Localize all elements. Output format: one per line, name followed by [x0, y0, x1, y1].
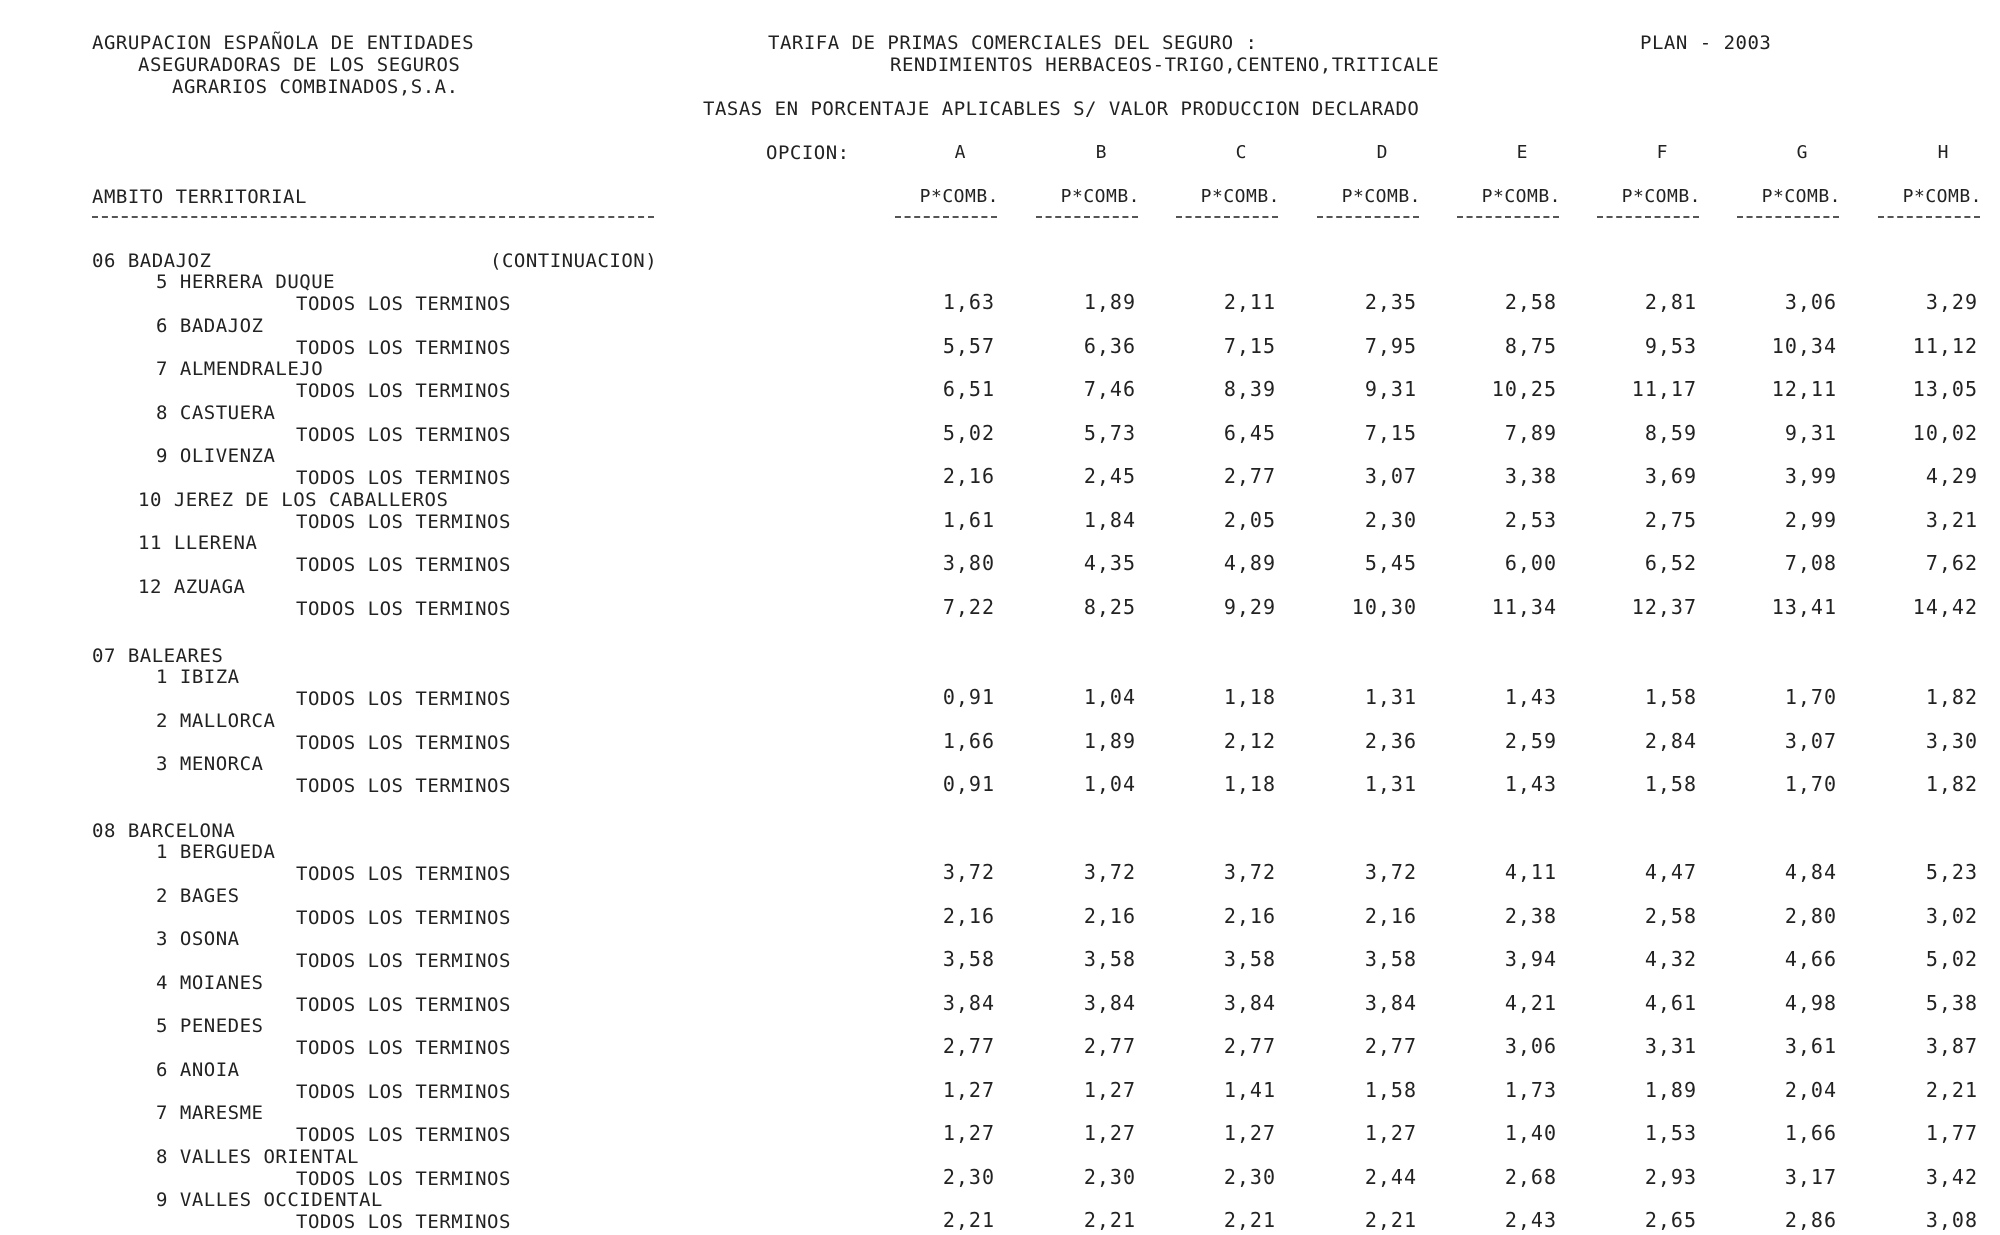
rate-cell-h: 5,23: [1925, 860, 1978, 884]
rate-cell-c: 2,11: [1223, 290, 1276, 314]
rate-cell-b: 1,89: [1083, 728, 1136, 753]
plan-label: PLAN - 2003: [1640, 32, 1772, 54]
region-label: 11 LLERENA: [138, 532, 258, 554]
rate-cell-c: 1,18: [1223, 685, 1276, 709]
rate-cell-h: 3,21: [1925, 507, 1978, 532]
rate-cell-e: 1,40: [1504, 1121, 1557, 1145]
rate-cell-a: 1,61: [942, 507, 995, 532]
column-rule-d: [1317, 216, 1419, 218]
rate-cell-g: 2,99: [1784, 507, 1837, 532]
column-header-e: P*COMB.: [1481, 186, 1561, 207]
rate-cell-d: 3,72: [1364, 860, 1417, 884]
rate-cell-g: 1,70: [1784, 772, 1837, 796]
section-label: 07 BALEARES: [92, 645, 224, 667]
region-label: 4 MOIANES: [156, 971, 264, 994]
rate-cell-e: 3,38: [1504, 464, 1557, 488]
rate-cell-b: 1,04: [1083, 685, 1136, 709]
ambito-header: AMBITO TERRITORIAL: [92, 186, 307, 208]
rate-cell-d: 2,44: [1364, 1164, 1417, 1189]
org-name-line1: AGRUPACION ESPAÑOLA DE ENTIDADES: [92, 32, 475, 54]
rate-cell-f: 2,75: [1644, 507, 1697, 532]
terms-label: TODOS LOS TERMINOS: [296, 950, 511, 972]
column-header-h: P*COMB.: [1902, 186, 1982, 207]
tariff-title: TARIFA DE PRIMAS COMERCIALES DEL SEGURO :: [768, 32, 1258, 54]
column-header-c: P*COMB.: [1200, 186, 1280, 207]
rate-cell-h: 11,12: [1912, 333, 1978, 358]
rate-cell-f: 9,53: [1644, 333, 1697, 358]
rate-cell-g: 3,07: [1784, 728, 1837, 753]
rate-cell-c: 2,77: [1223, 464, 1276, 488]
rate-cell-c: 3,58: [1223, 947, 1276, 971]
terms-label: TODOS LOS TERMINOS: [296, 863, 511, 885]
rate-cell-d: 7,15: [1364, 420, 1417, 445]
rate-cell-d: 2,30: [1364, 507, 1417, 532]
rate-cell-b: 3,72: [1083, 860, 1136, 884]
rate-cell-d: 2,21: [1364, 1208, 1417, 1232]
rate-cell-f: 2,84: [1644, 728, 1697, 753]
rate-cell-e: 7,89: [1504, 420, 1557, 445]
rate-cell-f: 6,52: [1644, 551, 1697, 575]
rate-cell-a: 5,02: [942, 420, 995, 445]
section-label: 06 BADAJOZ: [92, 250, 212, 272]
rate-cell-c: 2,16: [1223, 903, 1276, 928]
rate-cell-h: 1,77: [1925, 1121, 1978, 1145]
rate-cell-d: 1,31: [1364, 685, 1417, 709]
rate-cell-d: 9,31: [1364, 377, 1417, 401]
option-letter-e: E: [1516, 142, 1528, 163]
rate-cell-h: 3,87: [1925, 1034, 1978, 1058]
rate-cell-e: 2,58: [1504, 290, 1557, 314]
rate-cell-e: 1,43: [1504, 685, 1557, 709]
rate-cell-h: 4,29: [1925, 464, 1978, 488]
rate-cell-e: 4,11: [1504, 860, 1557, 884]
rate-cell-a: 2,16: [942, 464, 995, 488]
rate-cell-e: 2,43: [1504, 1208, 1557, 1232]
option-letter-c: C: [1235, 142, 1247, 163]
rate-cell-e: 1,73: [1504, 1077, 1557, 1102]
rate-cell-b: 7,46: [1083, 377, 1136, 401]
rate-cell-c: 1,18: [1223, 772, 1276, 796]
rate-cell-e: 4,21: [1504, 990, 1557, 1015]
rate-cell-g: 3,61: [1784, 1034, 1837, 1058]
rate-cell-h: 7,62: [1925, 551, 1978, 575]
rate-cell-b: 8,25: [1083, 594, 1136, 619]
column-rule-c: [1176, 216, 1278, 218]
rate-cell-h: 13,05: [1912, 377, 1978, 401]
rate-cell-d: 3,07: [1364, 464, 1417, 488]
terms-label: TODOS LOS TERMINOS: [296, 510, 511, 533]
rate-cell-a: 3,84: [942, 990, 995, 1015]
rate-cell-g: 4,66: [1784, 947, 1837, 971]
region-label: 6 ANOIA: [156, 1058, 240, 1081]
rate-cell-h: 10,02: [1912, 420, 1978, 445]
rate-cell-c: 2,77: [1223, 1034, 1276, 1058]
rate-cell-c: 3,84: [1223, 990, 1276, 1015]
rate-cell-f: 1,53: [1644, 1121, 1697, 1145]
region-label: 8 VALLES ORIENTAL: [156, 1145, 359, 1168]
rate-cell-f: 4,32: [1644, 947, 1697, 971]
org-name-line2: ASEGURADORAS DE LOS SEGUROS: [138, 54, 461, 76]
option-letter-d: D: [1376, 142, 1388, 163]
terms-label: TODOS LOS TERMINOS: [296, 1167, 511, 1190]
column-rule-g: [1737, 216, 1839, 218]
terms-label: TODOS LOS TERMINOS: [296, 688, 511, 710]
rates-note: TASAS EN PORCENTAJE APLICABLES S/ VALOR PRODUCCION DECLARADO: [703, 98, 1420, 120]
region-label: 3 OSONA: [156, 928, 240, 950]
rate-cell-a: 2,21: [942, 1208, 995, 1232]
rate-cell-c: 2,05: [1223, 507, 1276, 532]
region-label: 5 PENEDES: [156, 1015, 264, 1037]
terms-label: TODOS LOS TERMINOS: [296, 554, 511, 576]
rate-cell-e: 2,68: [1504, 1164, 1557, 1189]
rate-cell-a: 1,27: [942, 1121, 995, 1145]
column-header-a: P*COMB.: [919, 186, 999, 207]
rate-cell-d: 1,27: [1364, 1121, 1417, 1145]
rate-cell-b: 6,36: [1083, 333, 1136, 358]
rate-cell-c: 4,89: [1223, 551, 1276, 575]
rate-cell-e: 1,43: [1504, 772, 1557, 796]
rate-cell-b: 3,84: [1083, 990, 1136, 1015]
terms-label: TODOS LOS TERMINOS: [296, 1080, 511, 1103]
rate-cell-c: 1,27: [1223, 1121, 1276, 1145]
rate-cell-f: 2,65: [1644, 1208, 1697, 1232]
option-letter-a: A: [954, 142, 966, 163]
rate-cell-h: 1,82: [1925, 685, 1978, 709]
option-letter-f: F: [1656, 142, 1668, 163]
rate-cell-f: 4,47: [1644, 860, 1697, 884]
rate-cell-h: 3,30: [1925, 728, 1978, 753]
rate-cell-a: 3,80: [942, 551, 995, 575]
region-label: 1 BERGUEDA: [156, 841, 276, 863]
rate-cell-e: 2,59: [1504, 728, 1557, 753]
rate-cell-g: 7,08: [1784, 551, 1837, 575]
region-label: 7 MARESME: [156, 1102, 264, 1124]
rate-cell-b: 1,04: [1083, 772, 1136, 796]
rate-cell-a: 1,66: [942, 728, 995, 753]
rate-cell-a: 6,51: [942, 377, 995, 401]
region-label: 5 HERRERA DUQUE: [156, 271, 336, 293]
terms-label: TODOS LOS TERMINOS: [296, 597, 511, 620]
org-name-line3: AGRARIOS COMBINADOS,S.A.: [172, 76, 459, 98]
rate-cell-b: 4,35: [1083, 551, 1136, 575]
rate-cell-f: 1,89: [1644, 1077, 1697, 1102]
rate-cell-d: 2,36: [1364, 728, 1417, 753]
rate-cell-a: 3,72: [942, 860, 995, 884]
region-label: 6 BADAJOZ: [156, 314, 264, 337]
rate-cell-g: 13,41: [1771, 594, 1837, 619]
tariff-subtitle: RENDIMIENTOS HERBACEOS-TRIGO,CENTENO,TRITICALE: [890, 54, 1440, 76]
rate-cell-a: 1,63: [942, 290, 995, 314]
rate-cell-c: 3,72: [1223, 860, 1276, 884]
column-header-f: P*COMB.: [1621, 186, 1701, 207]
rate-cell-b: 2,16: [1083, 903, 1136, 928]
rate-cell-b: 1,84: [1083, 507, 1136, 532]
rate-cell-a: 0,91: [942, 685, 995, 709]
rate-cell-c: 6,45: [1223, 420, 1276, 445]
rate-cell-e: 8,75: [1504, 333, 1557, 358]
rate-cell-g: 3,99: [1784, 464, 1837, 488]
rate-cell-g: 2,80: [1784, 903, 1837, 928]
rate-cell-h: 1,82: [1925, 772, 1978, 796]
rate-cell-h: 5,02: [1925, 947, 1978, 971]
rate-cell-c: 2,21: [1223, 1208, 1276, 1232]
rate-cell-a: 0,91: [942, 772, 995, 796]
rate-cell-d: 3,58: [1364, 947, 1417, 971]
rate-cell-c: 7,15: [1223, 333, 1276, 358]
rate-cell-b: 2,21: [1083, 1208, 1136, 1232]
rate-cell-d: 2,77: [1364, 1034, 1417, 1058]
section-label: 08 BARCELONA: [92, 820, 236, 842]
rate-cell-h: 3,08: [1925, 1208, 1978, 1232]
rate-cell-g: 4,84: [1784, 860, 1837, 884]
opcion-label: OPCION:: [766, 142, 850, 164]
rate-cell-g: 3,17: [1784, 1164, 1837, 1189]
rate-cell-e: 11,34: [1491, 594, 1557, 619]
rate-cell-g: 3,06: [1784, 290, 1837, 314]
rate-cell-a: 5,57: [942, 333, 995, 358]
rate-cell-d: 5,45: [1364, 551, 1417, 575]
option-letter-b: B: [1095, 142, 1107, 163]
rate-cell-h: 3,42: [1925, 1164, 1978, 1189]
rate-cell-b: 2,45: [1083, 464, 1136, 488]
rate-cell-b: 3,58: [1083, 947, 1136, 971]
rate-cell-h: 2,21: [1925, 1077, 1978, 1102]
region-label: 3 MENORCA: [156, 753, 264, 775]
rate-cell-a: 7,22: [942, 594, 995, 619]
rate-cell-d: 1,31: [1364, 772, 1417, 796]
rate-cell-a: 2,30: [942, 1164, 995, 1189]
rate-cell-f: 2,81: [1644, 290, 1697, 314]
rate-cell-d: 3,84: [1364, 990, 1417, 1015]
rate-cell-b: 1,27: [1083, 1121, 1136, 1145]
region-label: 8 CASTUERA: [156, 401, 276, 424]
rate-cell-h: 3,02: [1925, 903, 1978, 928]
option-letter-h: H: [1937, 142, 1949, 163]
rate-cell-d: 7,95: [1364, 333, 1417, 358]
rate-cell-f: 2,93: [1644, 1164, 1697, 1189]
region-label: 7 ALMENDRALEJO: [156, 358, 324, 380]
rate-cell-b: 2,77: [1083, 1034, 1136, 1058]
terms-label: TODOS LOS TERMINOS: [296, 1211, 511, 1233]
column-rule-a: [895, 216, 997, 218]
terms-label: TODOS LOS TERMINOS: [296, 293, 511, 315]
rate-cell-f: 12,37: [1631, 594, 1697, 619]
rate-cell-g: 1,66: [1784, 1121, 1837, 1145]
terms-label: TODOS LOS TERMINOS: [296, 1037, 511, 1059]
column-rule-b: [1036, 216, 1138, 218]
rate-cell-f: 4,61: [1644, 990, 1697, 1015]
terms-label: TODOS LOS TERMINOS: [296, 775, 511, 797]
rate-cell-g: 10,34: [1771, 333, 1837, 358]
rate-cell-g: 2,86: [1784, 1208, 1837, 1232]
rate-cell-b: 1,27: [1083, 1077, 1136, 1102]
rate-cell-d: 1,58: [1364, 1077, 1417, 1102]
region-label: 2 BAGES: [156, 884, 240, 907]
terms-label: TODOS LOS TERMINOS: [296, 380, 511, 402]
rate-cell-a: 2,77: [942, 1034, 995, 1058]
rate-cell-b: 1,89: [1083, 290, 1136, 314]
rate-cell-d: 2,35: [1364, 290, 1417, 314]
rate-cell-a: 1,27: [942, 1077, 995, 1102]
region-label: 12 AZUAGA: [138, 575, 246, 598]
rate-cell-g: 9,31: [1784, 420, 1837, 445]
column-header-d: P*COMB.: [1341, 186, 1421, 207]
ambito-header-rule: [92, 216, 654, 218]
rate-cell-e: 10,25: [1491, 377, 1557, 401]
rate-cell-e: 2,38: [1504, 903, 1557, 928]
region-label: 1 IBIZA: [156, 666, 240, 688]
terms-label: TODOS LOS TERMINOS: [296, 993, 511, 1016]
rate-cell-c: 8,39: [1223, 377, 1276, 401]
rate-cell-g: 12,11: [1771, 377, 1837, 401]
rate-cell-b: 2,30: [1083, 1164, 1136, 1189]
terms-label: TODOS LOS TERMINOS: [296, 336, 511, 359]
column-header-b: P*COMB.: [1060, 186, 1140, 207]
column-header-g: P*COMB.: [1761, 186, 1841, 207]
rate-cell-a: 2,16: [942, 903, 995, 928]
column-rule-e: [1457, 216, 1559, 218]
rate-cell-e: 6,00: [1504, 551, 1557, 575]
terms-label: TODOS LOS TERMINOS: [296, 1124, 511, 1146]
rate-cell-f: 1,58: [1644, 685, 1697, 709]
rate-cell-a: 3,58: [942, 947, 995, 971]
rate-cell-f: 3,31: [1644, 1034, 1697, 1058]
terms-label: TODOS LOS TERMINOS: [296, 906, 511, 929]
rate-cell-c: 9,29: [1223, 594, 1276, 619]
rate-cell-f: 11,17: [1631, 377, 1697, 401]
region-label: 9 VALLES OCCIDENTAL: [156, 1189, 383, 1211]
rate-cell-f: 1,58: [1644, 772, 1697, 796]
rate-cell-d: 2,16: [1364, 903, 1417, 928]
rate-cell-c: 2,30: [1223, 1164, 1276, 1189]
rate-cell-h: 3,29: [1925, 290, 1978, 314]
column-rule-f: [1597, 216, 1699, 218]
rate-cell-c: 1,41: [1223, 1077, 1276, 1102]
rate-cell-h: 14,42: [1912, 594, 1978, 619]
terms-label: TODOS LOS TERMINOS: [296, 467, 511, 489]
rate-cell-e: 3,06: [1504, 1034, 1557, 1058]
rate-cell-h: 5,38: [1925, 990, 1978, 1015]
rate-cell-e: 2,53: [1504, 507, 1557, 532]
rate-cell-f: 2,58: [1644, 903, 1697, 928]
region-label: 9 OLIVENZA: [156, 445, 276, 467]
rate-cell-c: 2,12: [1223, 728, 1276, 753]
rate-cell-d: 10,30: [1351, 594, 1417, 619]
rate-cell-f: 3,69: [1644, 464, 1697, 488]
option-letter-g: G: [1796, 142, 1808, 163]
rate-cell-g: 4,98: [1784, 990, 1837, 1015]
region-label: 2 MALLORCA: [156, 709, 276, 732]
section-note: (CONTINUACION): [490, 250, 658, 272]
region-label: 10 JEREZ DE LOS CABALLEROS: [138, 488, 449, 511]
column-rule-h: [1878, 216, 1980, 218]
terms-label: TODOS LOS TERMINOS: [296, 731, 511, 754]
rate-cell-b: 5,73: [1083, 420, 1136, 445]
terms-label: TODOS LOS TERMINOS: [296, 423, 511, 446]
rate-cell-g: 2,04: [1784, 1077, 1837, 1102]
rate-cell-g: 1,70: [1784, 685, 1837, 709]
rate-cell-f: 8,59: [1644, 420, 1697, 445]
rate-cell-e: 3,94: [1504, 947, 1557, 971]
